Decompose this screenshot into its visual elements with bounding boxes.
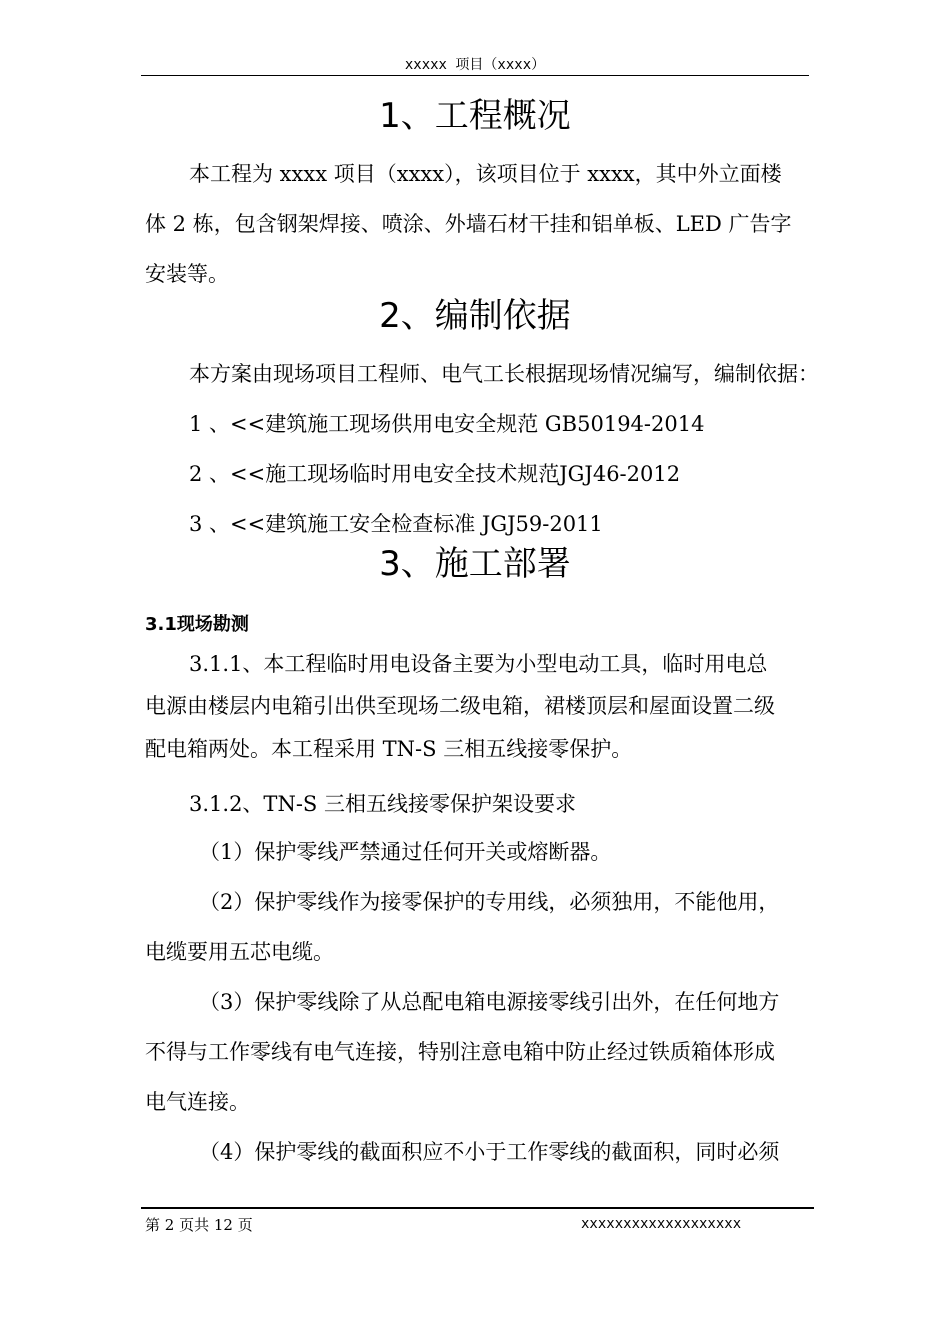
section-3-line-6: （2）保护零线作为接零保护的专用线，必须独用，不能他用，	[199, 890, 780, 914]
section-3-line-11: （4）保护零线的截面积应不小于工作零线的截面积，同时必须	[199, 1140, 780, 1164]
section-3-line-8: （3）保护零线除了从总配电箱电源接零线引出外，在任何地方	[199, 990, 780, 1014]
section-3-line-7: 电缆要用五芯电缆。	[145, 940, 334, 964]
section-2-ref-2: 2 、<<施工现场临时用电安全技术规范JGJ46-2012	[189, 462, 681, 486]
footer-code: xxxxxxxxxxxxxxxxxxx	[581, 1216, 742, 1232]
section-3-heading: 3、施工部署	[379, 544, 571, 584]
section-1-heading: 1、工程概况	[379, 96, 571, 136]
section-3-line-4: 3.1.2、TN-S 三相五线接零保护架设要求	[189, 792, 576, 816]
header-rule	[141, 75, 809, 76]
section-1-line-1: 本工程为 xxxx 项目（xxxx），该项目位于 xxxx，其中外立面楼	[189, 162, 782, 186]
section-2-heading: 2、编制依据	[379, 296, 571, 336]
section-2-ref-3: 3 、<<建筑施工安全检查标准 JGJ59-2011	[189, 512, 603, 536]
section-2-intro: 本方案由现场项目工程师、电气工长根据现场情况编写，编制依据：	[189, 362, 819, 386]
section-3-line-9: 不得与工作零线有电气连接，特别注意电箱中防止经过铁质箱体形成	[145, 1040, 775, 1064]
section-3-line-10: 电气连接。	[145, 1090, 250, 1114]
section-1-line-2: 体 2 栋，包含钢架焊接、喷涂、外墙石材干挂和铝单板、LED 广告字	[145, 212, 792, 236]
section-2-ref-1: 1 、<<建筑施工现场供用电安全规范 GB50194-2014	[189, 412, 705, 436]
page-header-title: xxxxx 项目（xxxx）	[404, 57, 546, 73]
section-3-line-3: 配电箱两处。本工程采用 TN-S 三相五线接零保护。	[145, 737, 633, 761]
section-3-subheading: 3.1现场勘测	[145, 614, 249, 635]
footer-page-number: 第 2 页共 12 页	[145, 1216, 253, 1234]
section-3-line-5: （1）保护零线严禁通过任何开关或熔断器。	[199, 840, 612, 864]
section-3-line-1: 3.1.1、本工程临时用电设备主要为小型电动工具，临时用电总	[189, 652, 768, 676]
section-1-line-3: 安装等。	[145, 262, 229, 286]
section-3-line-2: 电源由楼层内电箱引出供至现场二级电箱，裙楼顶层和屋面设置二级	[145, 694, 775, 718]
footer-rule	[141, 1207, 814, 1209]
